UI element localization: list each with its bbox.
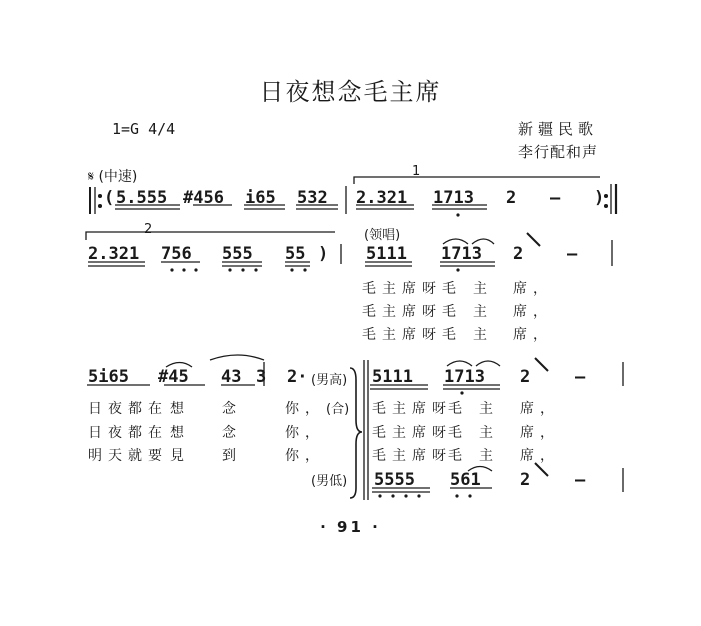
note-group: #456: [183, 188, 224, 208]
note-group: 2.321: [356, 188, 408, 208]
page-number: · 91 ·: [320, 518, 381, 536]
note-group: 561: [450, 470, 481, 490]
note-group: 2.321: [88, 244, 140, 264]
note-group: 1713: [444, 367, 485, 387]
note-group: 5555: [374, 470, 415, 490]
note-group: 5i65: [88, 367, 129, 387]
solo-label: (领唱): [364, 228, 401, 243]
note-group: #45: [158, 367, 189, 387]
note-group: 756: [161, 244, 192, 264]
note-group: 5111: [366, 244, 407, 264]
song-title: 日夜想念毛主席: [259, 78, 442, 106]
note-group: 2: [513, 244, 524, 264]
note-group: –: [567, 244, 578, 264]
note-group: 2: [506, 188, 517, 208]
key-signature: 1=G 4/4: [112, 120, 176, 138]
note-group: –: [575, 470, 586, 490]
note-group: 532: [297, 188, 328, 208]
note-group: 1713: [433, 188, 474, 208]
note-group: 2·: [287, 367, 308, 387]
male-high-label: (男高): [311, 373, 348, 388]
arranger-credit: 李行配和声: [518, 143, 599, 161]
note-group: –: [550, 188, 561, 208]
chorus-label: (合): [326, 402, 350, 417]
note-group: 1713: [441, 244, 482, 264]
volta-2-label: 2: [144, 222, 153, 237]
note-group: 5.555: [116, 188, 168, 208]
note-group: i65: [245, 188, 276, 208]
male-low-label: (男低): [311, 474, 348, 489]
song-origin: 新疆民歌: [518, 120, 599, 138]
note-group: 2: [520, 367, 531, 387]
note-group: 555: [222, 244, 253, 264]
note-group: 3: [256, 367, 267, 387]
note-group: 5111: [372, 367, 413, 387]
note-group: –: [575, 367, 586, 387]
volta-1-label: 1: [412, 164, 421, 179]
tempo-marking: 𝄋 (中速): [88, 169, 138, 185]
note-group: 2: [520, 470, 531, 490]
note-group: 43: [221, 367, 242, 387]
note-group: 55: [285, 244, 306, 264]
